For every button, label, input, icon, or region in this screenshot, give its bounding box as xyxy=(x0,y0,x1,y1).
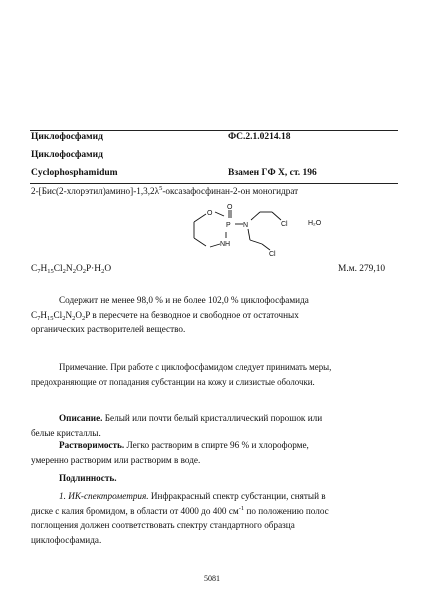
chain-bond xyxy=(251,212,260,220)
ring-bond xyxy=(194,214,206,222)
chain-bond xyxy=(272,212,281,220)
ir-label: 1. ИК-спектрометрия. xyxy=(59,491,149,501)
nh-label: NH xyxy=(220,241,231,248)
nitrogen-label: N xyxy=(243,222,249,229)
latin-name: Cyclophosphamidum xyxy=(31,168,118,178)
molecular-mass: М.м. 279,10 xyxy=(338,264,386,274)
description-paragraph xyxy=(31,411,397,440)
description-label: Описание. xyxy=(59,413,103,423)
carbonyl-oxygen-label: O xyxy=(227,204,233,211)
chlorine-label-1: Cl xyxy=(281,221,288,228)
chain-bond xyxy=(248,229,250,240)
fs-number: ФС.2.1.0214.18 xyxy=(228,132,291,142)
chain-bond xyxy=(250,240,262,244)
molecular-formula: $C_7H_{15}Cl_2N_2O_2P\cdot H_2O$ xyxy=(31,264,112,275)
note-paragraph xyxy=(31,360,397,389)
ring-bond xyxy=(210,244,220,247)
chain-bond xyxy=(262,244,270,250)
ir-text-4: циклофосфамида. xyxy=(31,534,102,545)
solubility-paragraph xyxy=(31,438,397,467)
chemical-name-sup: 5 xyxy=(159,185,163,192)
solubility-text-1: Легко растворим в спирте 96 % и хлороформе, xyxy=(124,440,309,450)
note-line-2: предохраняющие от попадания субстанции на кожу и слизистые оболочки. xyxy=(31,376,315,387)
chemical-name-prefix: 2-[Бис(2-хлорэтил)амино]-1,3,2λ xyxy=(31,186,160,196)
top-rule xyxy=(30,130,398,131)
content-line-1: Содержит не менее 98,0 % и не более 102,0 % циклофосфамида xyxy=(59,295,309,305)
chemical-name-suffix: -оксазафосфинан-2-он моногидрат xyxy=(162,186,299,196)
ru-name-2: Циклофосфамид xyxy=(31,150,103,160)
page-number: 5081 xyxy=(204,574,220,583)
content-line-2: $C_7H_{15}Cl_2N_2O_2P$ в пересчете на безводное и свободное от остаточных xyxy=(31,309,299,322)
note-line-1: Примечание. При работе с циклофосфамидом следует принимать меры, xyxy=(59,362,332,372)
phosphorus-label: P xyxy=(226,222,231,229)
ru-name: Циклофосфамид xyxy=(31,132,103,142)
identity-heading: Подлинность. xyxy=(59,473,117,483)
chlorine-label-2: Cl xyxy=(269,251,276,258)
structural-formula xyxy=(180,198,410,260)
ir-text-3: поглощения должен соответствовать спектру стандартного образца xyxy=(31,520,295,530)
description-text-2: белые кристаллы. xyxy=(31,427,101,438)
solubility-text-2: умеренно растворим или растворим в воде. xyxy=(31,454,201,465)
chemical-name xyxy=(31,186,298,196)
content-paragraph xyxy=(31,293,397,337)
description-text-1: Белый или почти белый кристаллический порошок или xyxy=(102,413,323,423)
content-line-3: органических растворителей вещество. xyxy=(31,324,186,334)
replaces-note: Взамен ГФ X, ст. 196 xyxy=(228,168,317,178)
solubility-label: Растворимость. xyxy=(59,440,125,450)
ring-oxygen-label: O xyxy=(207,210,213,217)
ir-paragraph xyxy=(31,489,397,547)
bottom-rule xyxy=(30,183,398,184)
ring-bond xyxy=(194,238,206,246)
ir-text-1: Инфракрасный спектр субстанции, снятый в xyxy=(148,491,326,501)
ir-text-2: диске с калия бромидом, в области от 4000 до 400 $см^{-1}$ по положению полос xyxy=(31,504,329,516)
water-label: H₂O xyxy=(308,220,322,227)
ring-bond xyxy=(215,212,224,216)
